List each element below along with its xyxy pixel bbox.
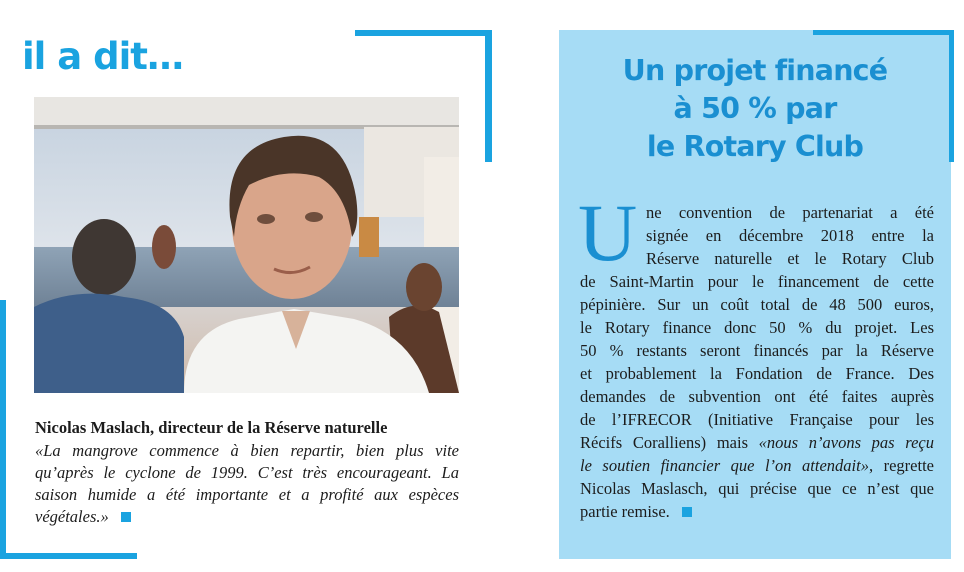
body-line: le Rotary finance donc 50 % du projet. Les bbox=[580, 318, 934, 337]
body-line: de Saint-Martin pour le financement de cette bbox=[580, 272, 934, 291]
quoted-text: le soutien financier que l’on attendait» bbox=[580, 456, 869, 475]
portrait-illustration bbox=[34, 97, 459, 393]
body-last-line bbox=[580, 500, 934, 523]
sidebar-title-line: Un projet financé bbox=[622, 54, 888, 87]
section-title: il a dit… bbox=[22, 35, 183, 78]
quote-line: végétales.» bbox=[35, 507, 109, 526]
body-line: 50 % restants seront financés par la Réserve bbox=[580, 341, 934, 360]
frame-right-bar bbox=[485, 30, 492, 162]
sidebar-body bbox=[580, 270, 934, 523]
end-square-icon bbox=[121, 512, 131, 522]
body-line: signée en décembre 2018 entre la bbox=[646, 226, 934, 245]
body-line: demandes de subvention ont été faites auprès bbox=[580, 387, 934, 406]
frame-top-bar bbox=[355, 30, 492, 36]
quote-line: qu’après le cyclone de 1999. C’est très encourageant. La bbox=[35, 463, 459, 482]
quoted-text: «nous n’avons pas reçu bbox=[758, 433, 934, 452]
body-line-mixed bbox=[580, 454, 934, 477]
frame-left-bar bbox=[0, 300, 6, 559]
body-text: , regrette bbox=[868, 456, 934, 475]
body-line: ne convention de partenariat a été bbox=[646, 203, 934, 222]
sidebar-title bbox=[559, 52, 951, 166]
sidebar-frame-top bbox=[813, 30, 954, 35]
end-square-icon bbox=[682, 507, 692, 517]
body-line: de l’IFRECOR (Initiative Française pour les bbox=[580, 410, 934, 429]
quote-text bbox=[35, 440, 459, 528]
quote-last-line bbox=[35, 506, 459, 528]
body-line: pépinière. Sur un coût total de 48 500 euros, bbox=[580, 295, 934, 314]
caption-name: Nicolas Maslach, directeur de la Réserve naturelle bbox=[35, 418, 388, 437]
body-text: Récifs Coralliens) mais bbox=[580, 433, 759, 452]
body-line-mixed bbox=[580, 431, 934, 454]
drop-cap: U bbox=[578, 187, 638, 278]
body-line: Nicolas Maslasch, qui précise que ce n’est que bbox=[580, 479, 934, 498]
sidebar-title-line: le Rotary Club bbox=[646, 130, 864, 163]
body-line: Réserve naturelle et le Rotary Club bbox=[646, 249, 934, 268]
portrait-photo bbox=[34, 97, 459, 393]
body-text: partie remise. bbox=[580, 502, 670, 521]
quote-line: saison humide a été importante et a profité aux espèces bbox=[35, 485, 459, 504]
body-line: et probablement la Fondation de France. Des bbox=[580, 364, 934, 383]
sidebar-title-line: à 50 % par bbox=[673, 92, 837, 125]
frame-bottom-bar bbox=[0, 553, 137, 559]
sidebar-body-intro bbox=[646, 201, 934, 270]
quote-line: «La mangrove commence à bien repartir, bien plus vite bbox=[35, 441, 459, 460]
